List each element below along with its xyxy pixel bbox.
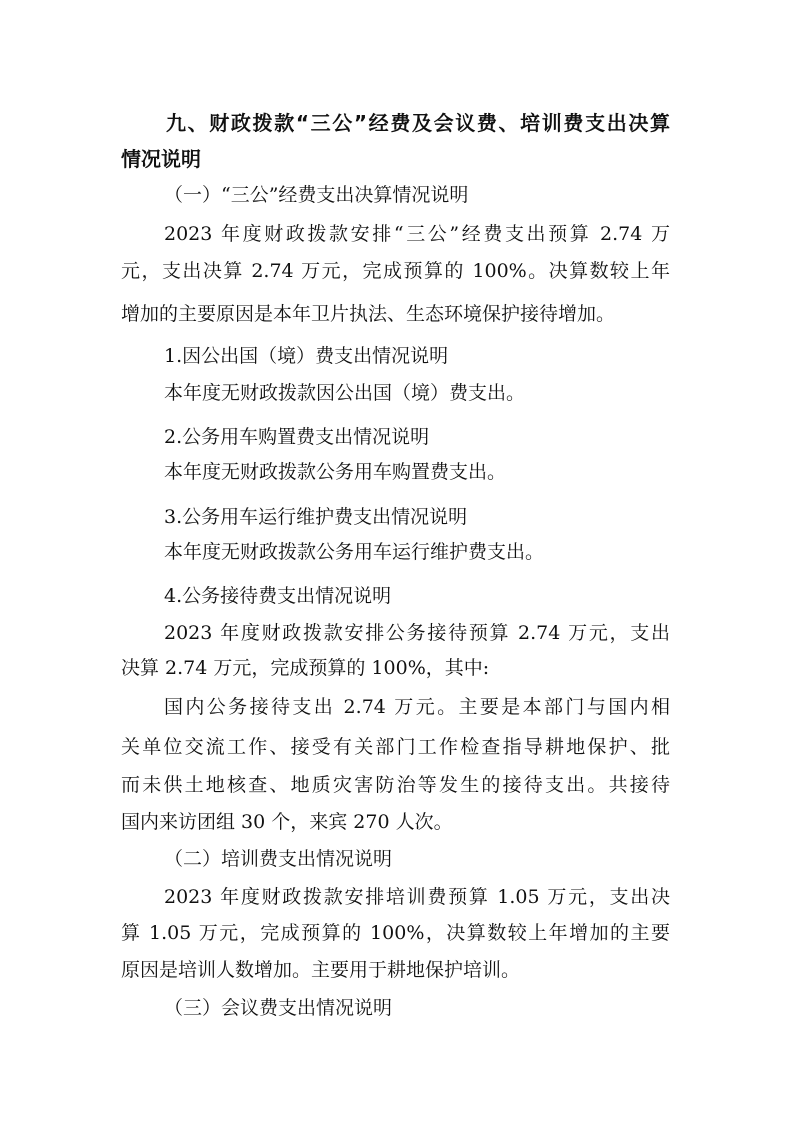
section-title-line-2: 情况说明 <box>121 147 201 171</box>
subsection-1-paragraph-line: 2023 年度财政拨款安排“三公”经费支出预算 2.74 万 <box>164 223 670 245</box>
item-4-paragraph-line: 决算 2.74 万元，完成预算的 100%，其中: <box>121 657 490 679</box>
subsection-1-paragraph-line: 增加的主要原因是本年卫片执法、生态环境保护接待增加。 <box>121 303 616 325</box>
item-3-text: 本年度无财政拨款公务用车运行维护费支出。 <box>164 541 545 563</box>
subsection-1-paragraph-line: 元，支出决算 2.74 万元，完成预算的 100%。决算数较上年 <box>121 260 670 282</box>
item-3-title: 3.公务用车运行维护费支出情况说明 <box>164 506 468 528</box>
subsection-2-heading: （二）培训费支出情况说明 <box>164 848 393 870</box>
domestic-reception-line: 关单位交流工作、接受有关部门工作检查指导耕地保护、批 <box>121 736 670 758</box>
subsection-2-paragraph-line: 2023 年度财政拨款安排培训费预算 1.05 万元，支出决 <box>164 886 670 908</box>
item-2-title: 2.公务用车购置费支出情况说明 <box>164 426 430 448</box>
domestic-reception-line: 国内来访团组 30 个，来宾 270 人次。 <box>121 811 453 833</box>
subsection-2-paragraph-line: 算 1.05 万元，完成预算的 100%，决算数较上年增加的主要 <box>121 922 670 944</box>
subsection-1-heading: （一）“三公”经费支出决算情况说明 <box>164 184 469 206</box>
subsection-2-paragraph-line: 原因是培训人数增加。主要用于耕地保护培训。 <box>121 959 521 981</box>
subsection-3-heading: （三）会议费支出情况说明 <box>164 997 393 1019</box>
domestic-reception-line: 国内公务接待支出 2.74 万元。主要是本部门与国内相 <box>164 696 670 718</box>
item-4-paragraph-line: 2023 年度财政拨款安排公务接待预算 2.74 万元，支出 <box>164 622 670 644</box>
section-title-line-1: 九、财政拨款“三公”经费及会议费、培训费支出决算 <box>166 111 670 135</box>
item-4-title: 4.公务接待费支出情况说明 <box>164 585 392 607</box>
item-2-text: 本年度无财政拨款公务用车购置费支出。 <box>164 461 507 483</box>
item-1-title: 1.因公出国（境）费支出情况说明 <box>164 345 449 367</box>
item-1-text: 本年度无财政拨款因公出国（境）费支出。 <box>164 382 526 404</box>
domestic-reception-line: 而未供土地核查、地质灾害防治等发生的接待支出。共接待 <box>121 774 670 796</box>
